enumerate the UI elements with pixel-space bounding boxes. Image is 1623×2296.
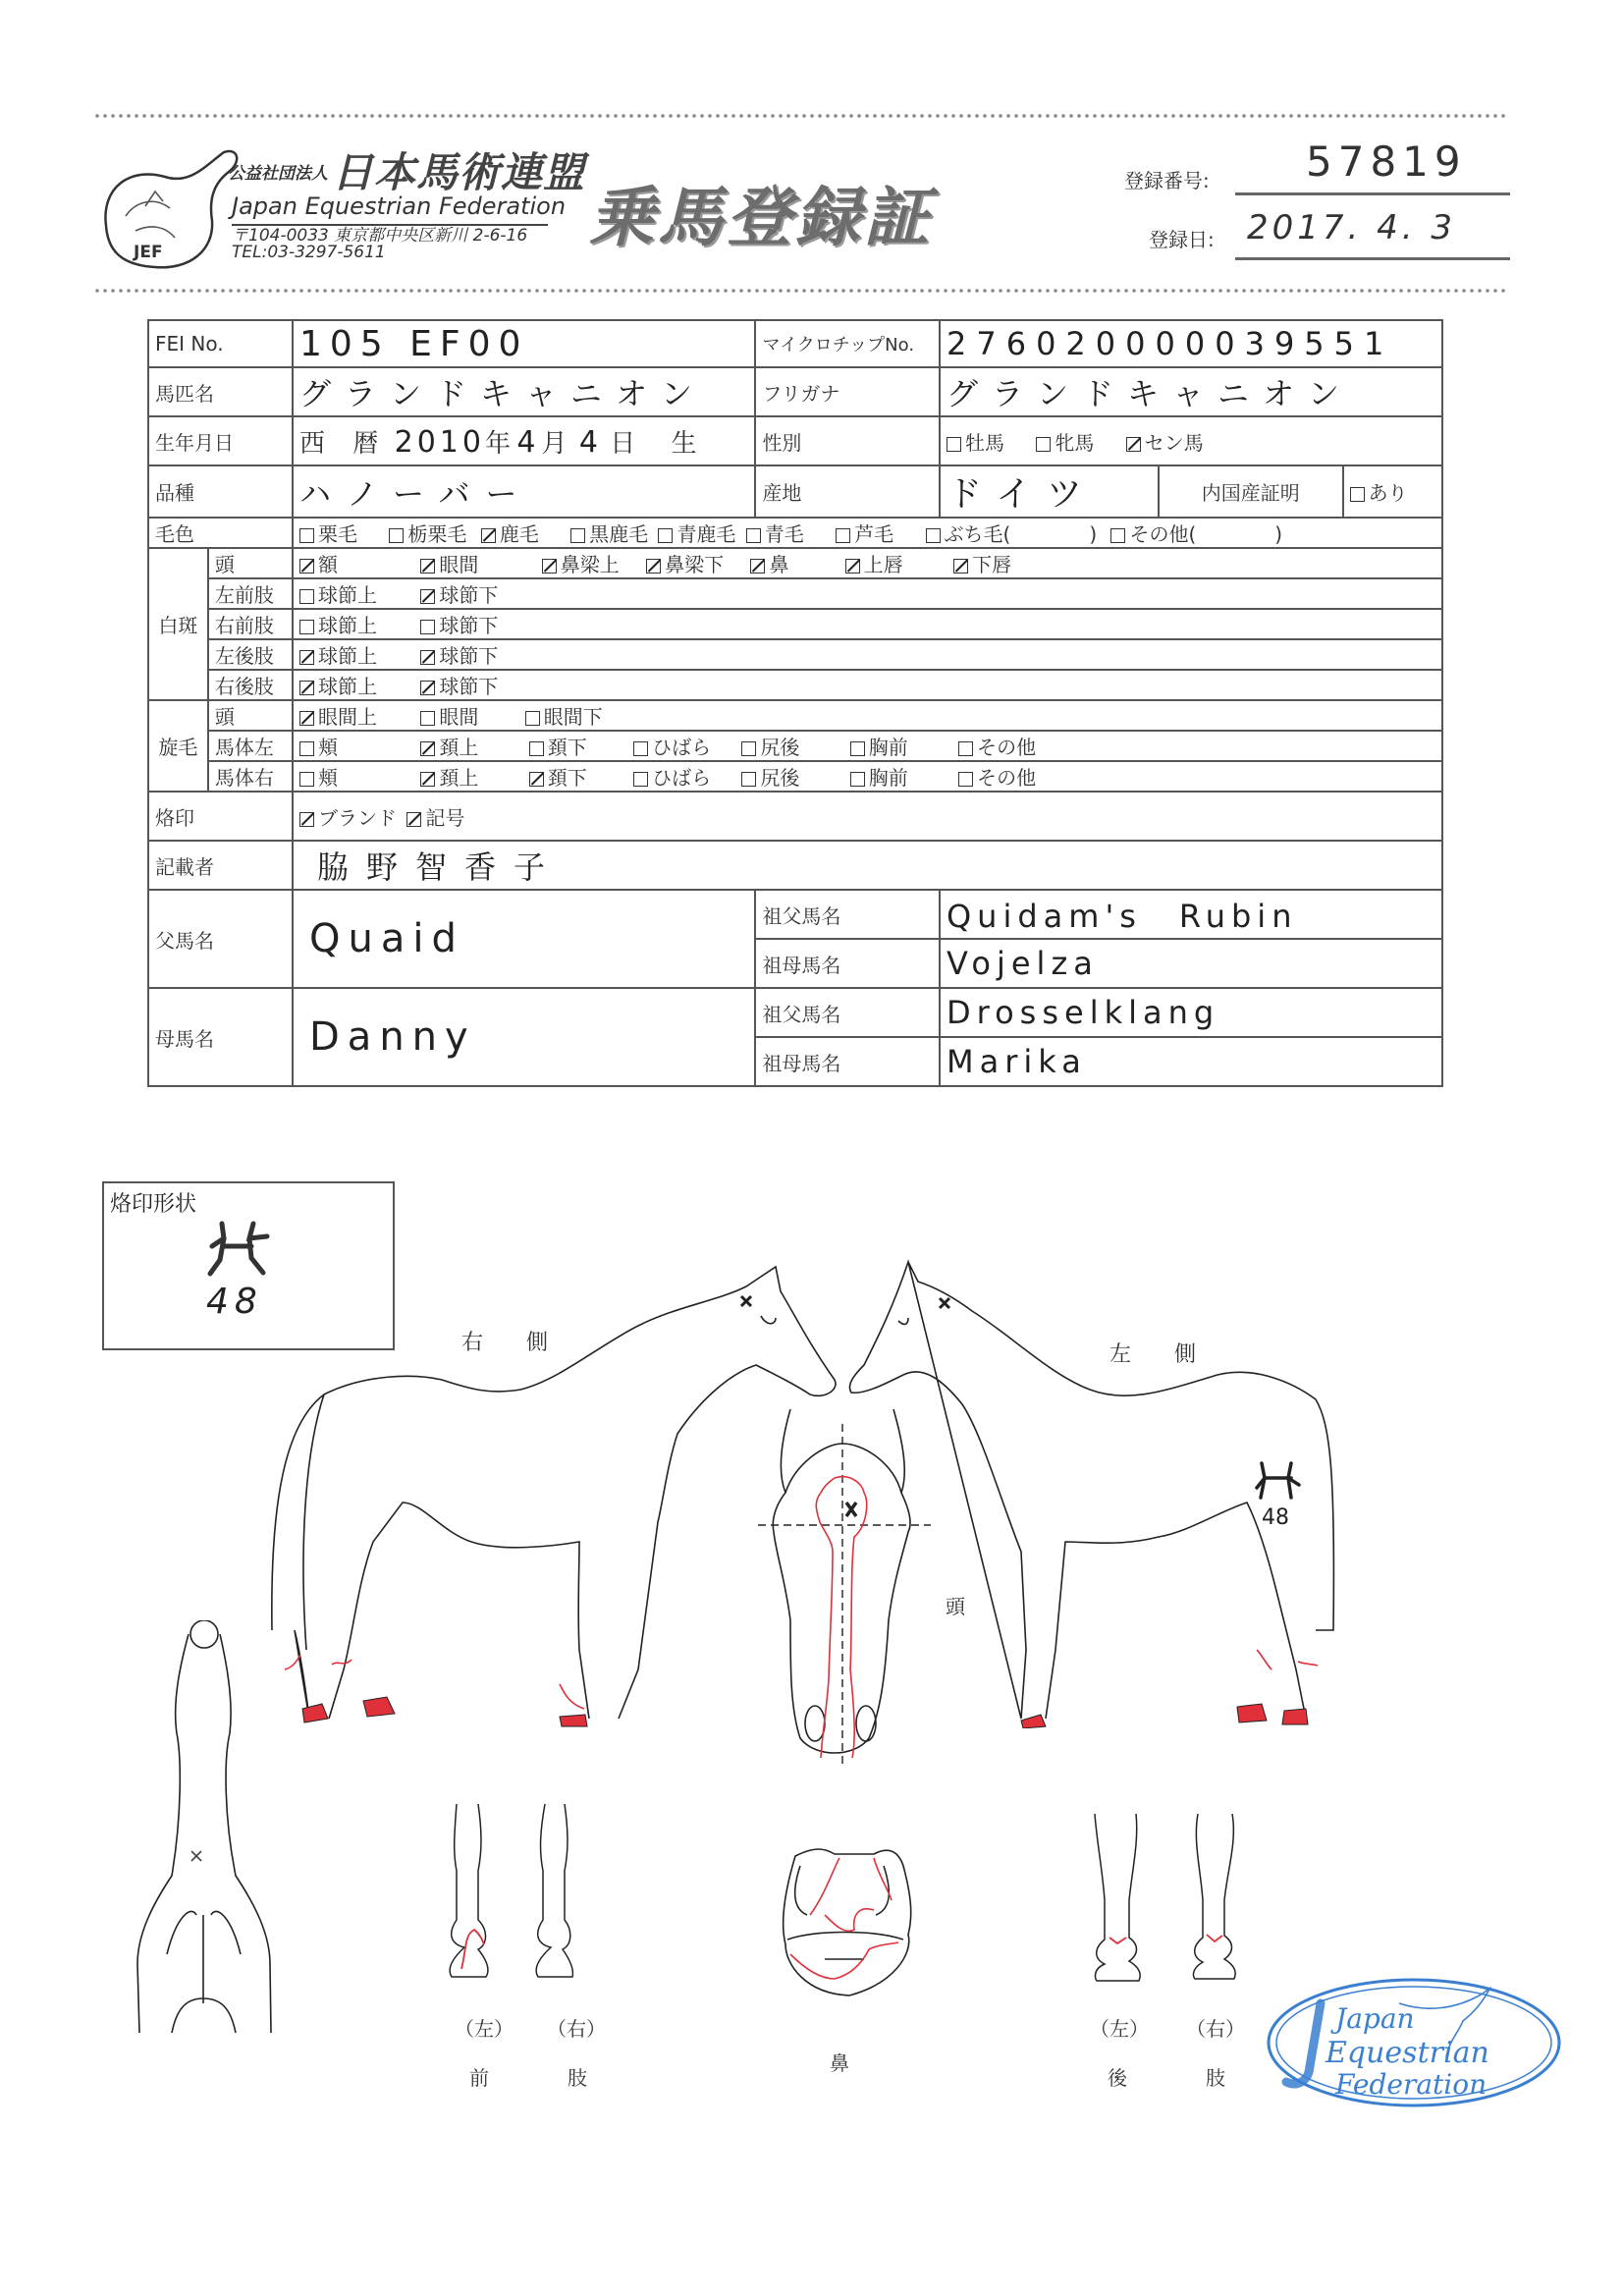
checkbox[interactable]: [1110, 528, 1125, 543]
coat-option[interactable]: [389, 522, 466, 546]
option-label: ブランド: [318, 805, 397, 830]
checkbox[interactable]: [850, 772, 865, 787]
option-label: 球節上: [318, 614, 377, 637]
horse-name-value[interactable]: グランドキャニオン: [293, 367, 755, 416]
birth-date-value[interactable]: [293, 416, 755, 465]
jef-seal-stamp: [1262, 1974, 1566, 2111]
option-label: 眼間下: [543, 705, 603, 729]
checkbox[interactable]: [389, 528, 404, 543]
dam-value[interactable]: Danny: [293, 988, 755, 1086]
checkbox[interactable]: [299, 650, 314, 665]
whorl-option[interactable]: [958, 736, 1036, 759]
row-white-lf: [148, 578, 1442, 609]
option-label: 眼間: [439, 705, 479, 729]
furigana-value[interactable]: グランドキャニオン: [940, 367, 1442, 416]
whorl-option[interactable]: [850, 732, 952, 760]
whorl-part-label: 頭: [208, 700, 293, 731]
dam-grandsire-label: 祖父馬名: [755, 988, 940, 1037]
checkbox[interactable]: [299, 528, 314, 543]
option-label: 記号: [425, 805, 465, 830]
whorl-right-options: [293, 761, 1442, 792]
birth-day-unit: 日 生: [610, 428, 711, 459]
left-side-label: 左側: [1109, 1342, 1240, 1367]
checkbox[interactable]: [746, 528, 761, 543]
registration-number: 57819: [1306, 137, 1467, 186]
option-label: 尻後: [760, 736, 800, 759]
option-label: ひばら: [652, 736, 712, 759]
nose-diagram: [766, 1836, 913, 2013]
coat-option-label: 黒鹿毛: [589, 522, 649, 546]
sire-grandsire-label: 祖父馬名: [755, 890, 940, 939]
row-whorl-left: [148, 731, 1442, 761]
coat-option-label: ぶち毛( ): [944, 522, 1098, 546]
coat-option[interactable]: [299, 522, 357, 546]
birth-era: 西 暦: [299, 428, 389, 459]
option-label: ひばら: [652, 766, 712, 790]
recorder-value[interactable]: 脇野智香子: [293, 841, 1442, 890]
option-label: 頬: [318, 766, 338, 790]
whorl-option[interactable]: [850, 762, 952, 791]
sex-option-label: セン馬: [1144, 430, 1204, 455]
white-option[interactable]: [299, 579, 414, 608]
whorl-part-label: 馬体左: [208, 731, 293, 761]
checkbox[interactable]: [646, 559, 661, 574]
sire-granddam-label: 祖母馬名: [755, 939, 940, 988]
saddle-logo-icon: [96, 147, 243, 275]
dam-label: 母馬名: [148, 988, 293, 1086]
checkbox-mare[interactable]: [1036, 437, 1051, 452]
white-head-options: [293, 548, 1442, 578]
row-whorl-right: [148, 761, 1442, 792]
white-option[interactable]: [542, 549, 640, 577]
org-tel: TEL:03-3297-5611: [232, 243, 386, 262]
checkbox[interactable]: [953, 559, 968, 574]
hindlimb-caption-2: 肢: [1206, 2066, 1225, 2090]
row-sire-grandsire: [148, 890, 1442, 939]
checkbox[interactable]: [836, 528, 850, 543]
white-option[interactable]: [420, 614, 498, 637]
dam-granddam-label: 祖母馬名: [755, 1037, 940, 1086]
row-dam-grandsire: [148, 988, 1442, 1037]
row-white-lh: [148, 639, 1442, 670]
registration-date-underline: [1235, 257, 1510, 260]
coat-option-label: 栗毛: [318, 522, 357, 546]
white-part-label: 左後肢: [208, 639, 293, 670]
sire-value[interactable]: Quaid: [293, 890, 755, 988]
white-option[interactable]: [646, 549, 744, 577]
furigana-label: フリガナ: [755, 367, 940, 416]
whorl-option[interactable]: [633, 732, 735, 760]
checkbox[interactable]: [529, 772, 544, 787]
document-title: 乗馬登録証: [589, 180, 933, 255]
birth-day: 4: [578, 424, 604, 460]
head-label: 頭: [946, 1595, 965, 1618]
brand-label: 烙印: [148, 792, 293, 841]
forelimbs-diagram: [447, 1802, 574, 1984]
whorl-option[interactable]: [420, 701, 518, 730]
checkbox[interactable]: [420, 589, 435, 604]
checkbox[interactable]: [525, 711, 540, 726]
checkbox[interactable]: [420, 559, 435, 574]
coat-option[interactable]: [836, 522, 893, 546]
option-label: 頬: [318, 736, 338, 759]
row-birth-sex: [148, 416, 1442, 465]
domestic-cert-option[interactable]: [1343, 465, 1442, 518]
forelimb-left-label: （左）: [455, 2017, 514, 2041]
option-label: 額: [318, 553, 338, 576]
sex-option-gelding[interactable]: [1126, 431, 1204, 455]
horse-top-view-diagram: [128, 1620, 295, 2043]
checkbox[interactable]: [299, 620, 314, 634]
checkbox[interactable]: [420, 772, 435, 787]
hindlimb-left-label: （左）: [1090, 2017, 1149, 2041]
row-horse-name: [148, 367, 1442, 416]
checkbox[interactable]: [420, 681, 435, 695]
option-label: 尻後: [760, 766, 800, 790]
org-address-line: 〒104-0033 東京都中央区新川 2-6-16: [232, 226, 528, 246]
checkbox[interactable]: [750, 559, 765, 574]
row-brand: [148, 792, 1442, 841]
whorl-option[interactable]: [741, 732, 843, 760]
hindlimb-right-label: （右）: [1186, 2017, 1245, 2041]
checkbox[interactable]: [406, 812, 421, 827]
brand-shape-label: 烙印形状: [110, 1192, 197, 1217]
whorl-option[interactable]: [420, 762, 522, 791]
birth-date-label: 生年月日: [148, 416, 293, 465]
checkbox[interactable]: [845, 559, 860, 574]
white-option[interactable]: [420, 675, 498, 698]
microchip-value[interactable]: 276020000039551: [940, 320, 1442, 367]
whorl-option[interactable]: [299, 701, 414, 730]
forelimb-caption-2: 肢: [568, 2066, 587, 2090]
coat-option-label: 栃栗毛: [407, 522, 467, 546]
whorl-option[interactable]: [529, 762, 627, 791]
dam-grandsire-value[interactable]: Drosselklang: [940, 988, 1442, 1037]
coat-color-options: [293, 518, 1442, 548]
white-option[interactable]: [299, 640, 414, 669]
head-front-diagram: [756, 1394, 1001, 1768]
option-label: 眼間上: [318, 705, 377, 729]
checkbox[interactable]: [741, 772, 756, 787]
svg-text:JEF: JEF: [134, 243, 163, 262]
dam-granddam-value[interactable]: Marika: [940, 1037, 1442, 1086]
coat-option[interactable]: [746, 522, 804, 546]
option-label: 頚下: [547, 736, 587, 759]
svg-text:48: 48: [1262, 1505, 1289, 1530]
decorative-bottom-rule: [93, 287, 1507, 295]
white-option[interactable]: [750, 549, 839, 577]
brand-options: [293, 792, 1442, 841]
checkbox-stallion[interactable]: [947, 437, 961, 452]
option-label: 鼻梁下: [665, 553, 725, 576]
coat-option-label: 青鹿毛: [676, 522, 736, 546]
option-label: 頚上: [439, 766, 479, 790]
svg-text:Japan: Japan: [1335, 2002, 1415, 2035]
hindlimbs-diagram: [1085, 1812, 1252, 1984]
whorl-option[interactable]: [525, 705, 603, 729]
checkbox-domestic-cert[interactable]: [1350, 487, 1365, 502]
jef-logo: [96, 147, 243, 275]
whorls-label: 旋毛: [148, 700, 208, 792]
option-label: 頚上: [439, 736, 479, 759]
option-label: 球節下: [439, 614, 499, 637]
breed-label: 品種: [148, 465, 293, 518]
breed-value[interactable]: ハノーバー: [293, 465, 755, 518]
white-option[interactable]: [299, 549, 414, 577]
option-label: 球節下: [439, 675, 499, 698]
option-label: 眼間: [439, 553, 479, 576]
white-option[interactable]: [953, 553, 1011, 576]
coat-color-label: 毛色: [148, 518, 293, 548]
checkbox[interactable]: [529, 741, 544, 756]
registration-date: 2017. 4. 3: [1247, 208, 1457, 247]
forelimb-caption-1: 前: [469, 2066, 489, 2090]
option-label: その他: [977, 736, 1037, 759]
whorl-left-options: [293, 731, 1442, 761]
decorative-top-rule: [93, 112, 1507, 120]
checkbox[interactable]: [420, 650, 435, 665]
org-name-en: Japan Equestrian Federation: [232, 192, 567, 220]
checkbox[interactable]: [570, 528, 585, 543]
white-lh-options: [293, 639, 1442, 670]
nose-label: 鼻: [830, 2051, 849, 2075]
fei-no-value[interactable]: 105 EF00: [293, 320, 755, 367]
registration-date-label: 登録日:: [1149, 228, 1215, 251]
row-white-rf: [148, 609, 1442, 639]
checkbox[interactable]: [481, 528, 496, 543]
option-label: その他: [977, 766, 1037, 790]
white-option[interactable]: [420, 644, 498, 668]
row-coat-color: [148, 518, 1442, 548]
option-label: 胸前: [868, 736, 908, 759]
white-part-label: 頭: [208, 548, 293, 578]
row-breed-origin: [148, 465, 1442, 518]
right-side-label: 右側: [461, 1331, 592, 1355]
coat-option[interactable]: [570, 522, 648, 546]
checkbox[interactable]: [741, 741, 756, 756]
white-rf-options: [293, 609, 1442, 639]
option-label: 上唇: [863, 553, 903, 576]
option-label: 下唇: [972, 553, 1012, 576]
sex-option-label: 牝馬: [1055, 430, 1095, 455]
coat-option[interactable]: [481, 522, 539, 546]
coat-option[interactable]: [1110, 522, 1282, 546]
white-lf-options: [293, 578, 1442, 609]
row-whorl-head: [148, 700, 1442, 731]
sex-option-mare[interactable]: [1036, 431, 1094, 455]
checkbox[interactable]: [299, 812, 314, 827]
checkbox[interactable]: [420, 711, 435, 726]
whorl-option[interactable]: [741, 762, 843, 791]
checkbox[interactable]: [633, 772, 648, 787]
birth-month-unit: 月: [541, 428, 568, 459]
coat-option[interactable]: [658, 522, 735, 546]
org-name-jp: 日本馬術連盟: [332, 148, 586, 196]
domestic-cert-label: 内国産証明: [1159, 465, 1343, 518]
coat-option-label: 青毛: [764, 522, 804, 546]
checkbox[interactable]: [420, 741, 435, 756]
brand-number: 48: [206, 1282, 263, 1322]
checkbox[interactable]: [299, 681, 314, 695]
white-option[interactable]: [299, 610, 414, 638]
coat-option-label: 芦毛: [854, 522, 894, 546]
registration-number-label: 登録番号:: [1124, 169, 1210, 192]
coat-option-label: その他( ): [1129, 522, 1283, 546]
row-fei: [148, 320, 1442, 367]
svg-text:Federation: Federation: [1335, 2068, 1488, 2101]
white-part-label: 右後肢: [208, 670, 293, 700]
option-label: 胸前: [868, 766, 908, 790]
option-label: 鼻梁上: [560, 553, 620, 576]
sire-grandsire-value[interactable]: Quidam's Rubin: [940, 890, 1442, 939]
checkbox[interactable]: [299, 559, 314, 574]
whorl-option[interactable]: [420, 732, 522, 760]
checkbox[interactable]: [926, 528, 941, 543]
checkbox[interactable]: [299, 711, 314, 726]
whorl-part-label: 馬体右: [208, 761, 293, 792]
checkbox[interactable]: [542, 559, 557, 574]
brand-option[interactable]: [299, 806, 397, 830]
sex-options: [940, 416, 1442, 465]
coat-option-label: 鹿毛: [499, 522, 539, 546]
checkbox[interactable]: [958, 741, 973, 756]
checkbox[interactable]: [299, 589, 314, 604]
option-label: 球節上: [318, 583, 377, 607]
registration-form-table: [147, 319, 1443, 1087]
birth-year-unit: 年: [484, 428, 511, 459]
checkbox[interactable]: [658, 528, 673, 543]
fei-no-label: FEI No.: [148, 320, 293, 367]
checkbox[interactable]: [299, 741, 314, 756]
recorder-label: 記載者: [148, 841, 293, 890]
white-option[interactable]: [299, 671, 414, 699]
checkbox[interactable]: [299, 772, 314, 787]
whorl-option[interactable]: [529, 732, 627, 760]
option-label: 球節上: [318, 675, 377, 698]
org-address: [232, 228, 527, 261]
hindlimb-caption-1: 後: [1108, 2066, 1127, 2090]
origin-value[interactable]: ドイツ: [940, 465, 1159, 518]
white-rh-options: [293, 670, 1442, 700]
white-option[interactable]: [845, 549, 947, 577]
sex-option-label: 牡馬: [964, 430, 1004, 455]
registration-number-underline: [1235, 192, 1510, 195]
checkbox[interactable]: [633, 741, 648, 756]
white-option[interactable]: [420, 583, 498, 607]
sire-granddam-value[interactable]: Vojelza: [940, 939, 1442, 988]
domestic-cert-option-label: あり: [1368, 481, 1408, 505]
checkbox[interactable]: [958, 772, 973, 787]
coat-option[interactable]: [926, 522, 1098, 546]
option-label: 球節下: [439, 583, 499, 607]
svg-text:Equestrian: Equestrian: [1325, 2036, 1489, 2070]
whorl-head-options: [293, 700, 1442, 731]
option-label: 頚下: [547, 766, 587, 790]
horse-name-label: 馬匹名: [148, 367, 293, 416]
whorl-option[interactable]: [958, 766, 1036, 790]
whorl-option[interactable]: [299, 762, 414, 791]
brand-option[interactable]: [406, 806, 464, 830]
microchip-label: マイクロチップNo.: [755, 320, 940, 367]
white-part-label: 左前肢: [208, 578, 293, 609]
white-part-label: 右前肢: [208, 609, 293, 639]
checkbox[interactable]: [850, 741, 865, 756]
sex-label: 性別: [755, 416, 940, 465]
origin-label: 産地: [755, 465, 940, 518]
row-white-rh: [148, 670, 1442, 700]
whorl-option[interactable]: [299, 732, 414, 760]
forelimb-right-label: （右）: [547, 2017, 606, 2041]
whorl-option[interactable]: [633, 762, 735, 791]
checkbox[interactable]: [420, 620, 435, 634]
sire-label: 父馬名: [148, 890, 293, 988]
row-white-head: [148, 548, 1442, 578]
white-markings-label: 白斑: [148, 548, 208, 700]
birth-month: 4: [516, 424, 542, 460]
option-label: 鼻: [769, 553, 789, 576]
option-label: 球節上: [318, 644, 377, 668]
org-type: 公益社団法人: [228, 164, 328, 184]
sex-option-stallion[interactable]: [947, 431, 1004, 455]
white-option[interactable]: [420, 549, 535, 577]
birth-year: 2010: [394, 424, 485, 460]
option-label: 球節下: [439, 644, 499, 668]
row-recorder: [148, 841, 1442, 890]
checkbox-gelding[interactable]: [1126, 437, 1141, 452]
